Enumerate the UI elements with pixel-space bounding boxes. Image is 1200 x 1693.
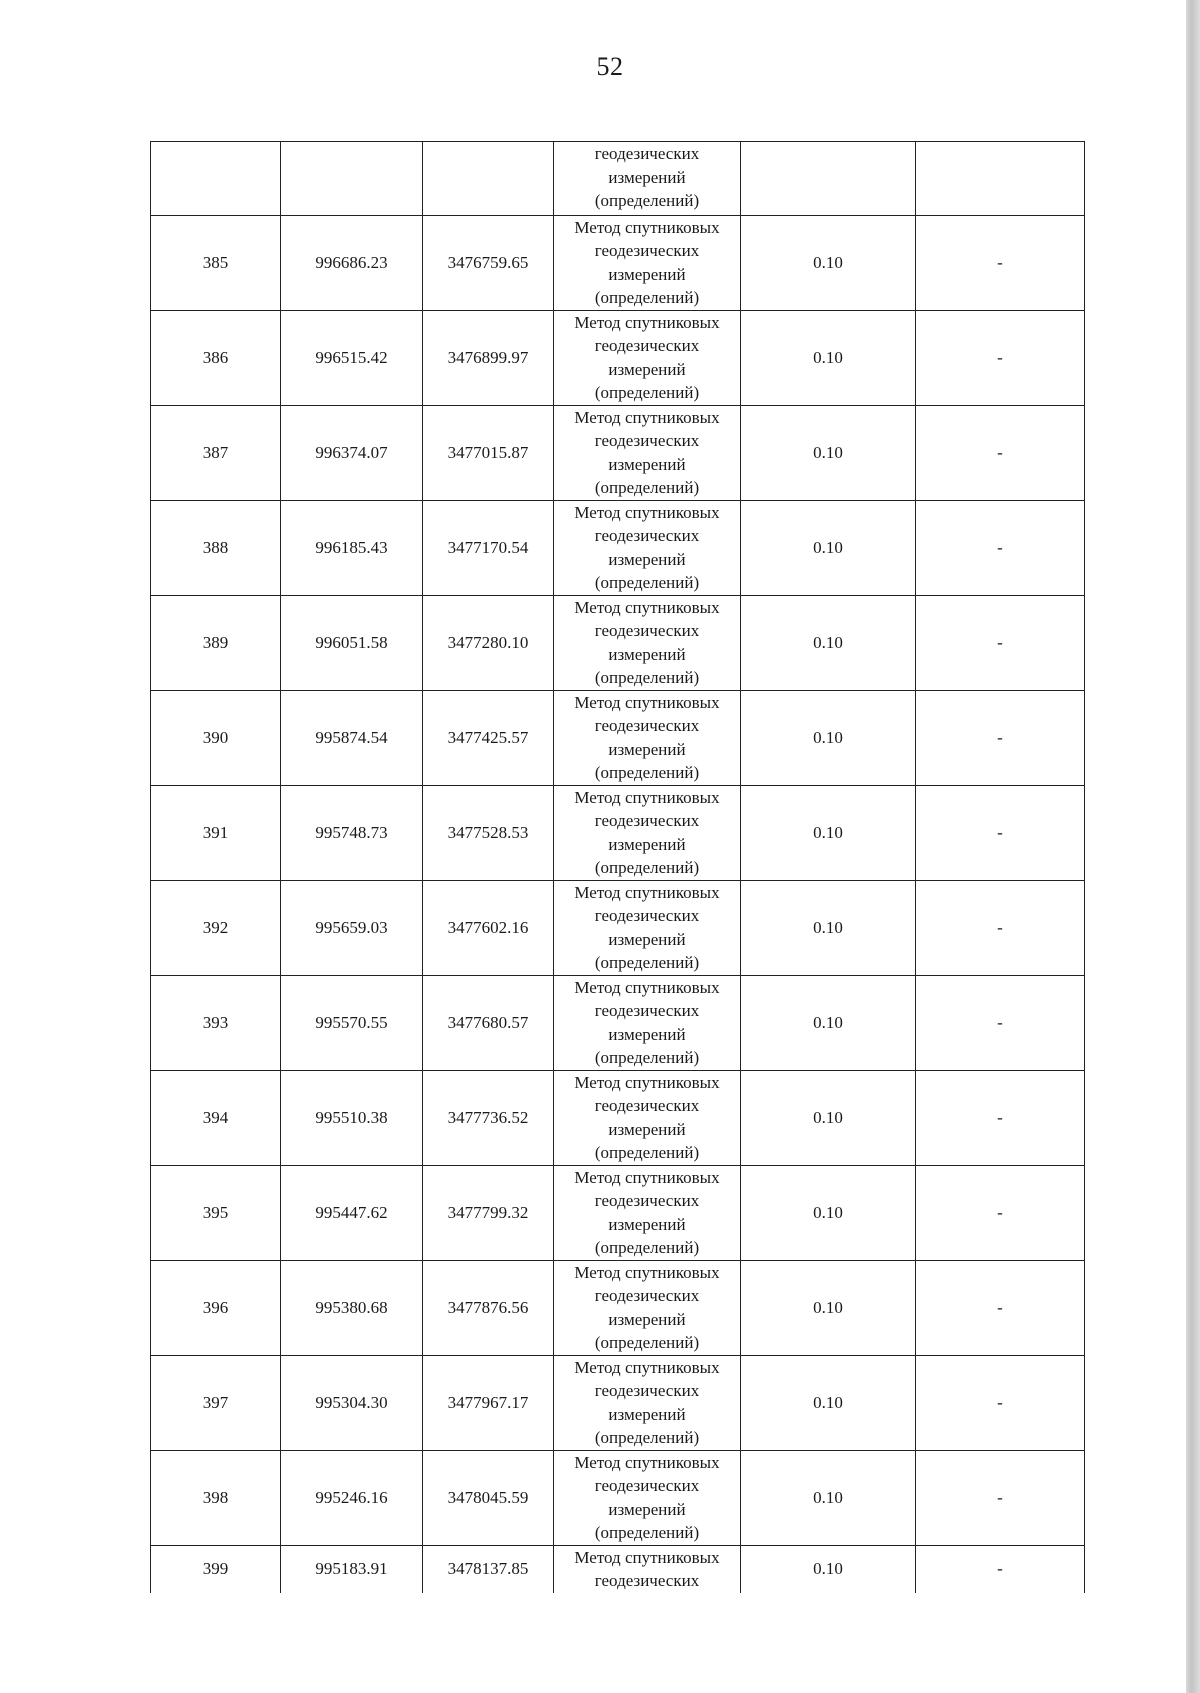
- table-row: [151, 595, 1085, 690]
- cell-accuracy: 0.10: [741, 310, 916, 405]
- cell-x: 996686.23: [281, 215, 423, 310]
- method-line: геодезических: [594, 1476, 700, 1495]
- cell-accuracy: 0.10: [741, 785, 916, 880]
- cell-y: 3477015.87: [423, 405, 554, 500]
- method-line: (определений): [594, 573, 700, 592]
- cell-y: 3477602.16: [423, 880, 554, 975]
- method-line: измерений: [608, 1309, 686, 1329]
- cell-x: 995748.73: [281, 785, 423, 880]
- method-line: (определений): [594, 383, 700, 402]
- cell-method: [554, 785, 741, 880]
- cell-method: [554, 1260, 741, 1355]
- method-line: измерений: [608, 359, 686, 379]
- cell-y: 3477425.57: [423, 690, 554, 785]
- cell-accuracy: 0.10: [741, 1260, 916, 1355]
- cell-method: [554, 405, 741, 500]
- cell-x: 995510.38: [281, 1070, 423, 1165]
- method-line: (определений): [594, 763, 700, 782]
- cell-point-number: 385: [151, 215, 281, 310]
- cell-note: -: [916, 215, 1085, 310]
- cell-x: 995304.30: [281, 1355, 423, 1450]
- cell-point-number: 386: [151, 310, 281, 405]
- cell-method: [554, 1450, 741, 1545]
- method-line: геодезических: [594, 621, 700, 640]
- method-line: измерений: [608, 739, 686, 759]
- method-line: Метод спутниковых: [574, 1262, 720, 1282]
- cell-note: -: [916, 1545, 1085, 1593]
- cell-accuracy: 0.10: [741, 1545, 916, 1593]
- cell-point-number: 388: [151, 500, 281, 595]
- table-row: [151, 690, 1085, 785]
- method-line: измерений: [608, 929, 686, 949]
- cell-x: 995380.68: [281, 1260, 423, 1355]
- cell-point-number: 399: [151, 1545, 281, 1593]
- cell-x: 995246.16: [281, 1450, 423, 1545]
- method-line: измерений: [608, 834, 686, 854]
- method-line: измерений: [608, 549, 686, 569]
- cell-x: 995447.62: [281, 1165, 423, 1260]
- cell-point-number: [151, 142, 281, 216]
- cell-point-number: 393: [151, 975, 281, 1070]
- table-row: [151, 1070, 1085, 1165]
- cell-method: [554, 500, 741, 595]
- method-line: геодезических: [594, 1191, 700, 1210]
- cell-note: -: [916, 975, 1085, 1070]
- method-line: геодезических: [594, 1381, 700, 1400]
- cell-accuracy: 0.10: [741, 690, 916, 785]
- method-line: измерений: [608, 644, 686, 664]
- cell-y: 3477967.17: [423, 1355, 554, 1450]
- cell-accuracy: 0.10: [741, 1165, 916, 1260]
- method-line: (определений): [594, 1048, 700, 1067]
- cell-y: 3476759.65: [423, 215, 554, 310]
- cell-accuracy: 0.10: [741, 880, 916, 975]
- coordinates-table: [150, 141, 1085, 1593]
- table-row: [151, 785, 1085, 880]
- method-line: (определений): [594, 1523, 700, 1542]
- cell-method: [554, 1165, 741, 1260]
- cell-note: -: [916, 500, 1085, 595]
- cell-point-number: 398: [151, 1450, 281, 1545]
- method-line: Метод спутниковых: [574, 1167, 720, 1187]
- cell-y: 3477280.10: [423, 595, 554, 690]
- cell-accuracy: [741, 142, 916, 216]
- method-line: геодезических: [594, 811, 700, 830]
- cell-accuracy: 0.10: [741, 405, 916, 500]
- method-line: Метод спутниковых: [574, 1072, 720, 1092]
- scan-edge-shadow: [1186, 0, 1200, 1693]
- method-line: (определений): [594, 1428, 700, 1447]
- table-row: [151, 215, 1085, 310]
- cell-y: 3477876.56: [423, 1260, 554, 1355]
- method-line: геодезических: [594, 526, 700, 545]
- method-line: Метод спутниковых: [574, 407, 720, 427]
- method-line: измерений: [608, 1499, 686, 1519]
- table-row: [151, 405, 1085, 500]
- cell-x: 995183.91: [281, 1545, 423, 1593]
- method-line: Метод спутниковых: [574, 692, 720, 712]
- method-line: геодезических: [594, 241, 700, 260]
- cell-y: 3477736.52: [423, 1070, 554, 1165]
- method-line: Метод спутниковых: [574, 1547, 720, 1567]
- method-line: геодезических: [594, 716, 700, 735]
- cell-x: 996515.42: [281, 310, 423, 405]
- method-line: Метод спутниковых: [574, 312, 720, 332]
- cell-y: 3478137.85: [423, 1545, 554, 1593]
- cell-accuracy: 0.10: [741, 1070, 916, 1165]
- cell-note: -: [916, 690, 1085, 785]
- table-row: [151, 1260, 1085, 1355]
- cell-y: [423, 142, 554, 216]
- method-line: измерений: [608, 1214, 686, 1234]
- method-line: геодезических: [594, 906, 700, 925]
- cell-method: [554, 975, 741, 1070]
- method-line: Метод спутниковых: [574, 217, 720, 237]
- method-line: геодезических: [594, 1096, 700, 1115]
- method-line: измерений: [608, 1404, 686, 1424]
- cell-point-number: 389: [151, 595, 281, 690]
- cell-point-number: 391: [151, 785, 281, 880]
- cell-note: -: [916, 880, 1085, 975]
- cell-method: [554, 215, 741, 310]
- page-number: 52: [596, 52, 624, 81]
- coordinates-table-body: [151, 142, 1085, 1593]
- table-row: [151, 1450, 1085, 1545]
- cell-method: [554, 880, 741, 975]
- method-line: геодезических: [594, 431, 700, 450]
- method-line: геодезических: [594, 144, 700, 163]
- cell-y: 3478045.59: [423, 1450, 554, 1545]
- method-line: Метод спутниковых: [574, 502, 720, 522]
- cell-method: [554, 1070, 741, 1165]
- cell-point-number: 394: [151, 1070, 281, 1165]
- method-line: Метод спутниковых: [574, 882, 720, 902]
- cell-x: 996185.43: [281, 500, 423, 595]
- cell-y: 3477170.54: [423, 500, 554, 595]
- method-line: геодезических: [594, 336, 700, 355]
- method-line: (определений): [594, 478, 700, 497]
- method-line: измерений: [608, 264, 686, 284]
- table-row-continued: [151, 142, 1085, 216]
- method-line: геодезических: [594, 1286, 700, 1305]
- cell-method: [554, 1355, 741, 1450]
- cell-point-number: 395: [151, 1165, 281, 1260]
- cell-note: -: [916, 310, 1085, 405]
- cell-x: 996051.58: [281, 595, 423, 690]
- cell-x: 995874.54: [281, 690, 423, 785]
- method-line: геодезических: [594, 1001, 700, 1020]
- cell-note: -: [916, 1450, 1085, 1545]
- table-row: [151, 500, 1085, 595]
- cell-note: -: [916, 1165, 1085, 1260]
- cell-point-number: 396: [151, 1260, 281, 1355]
- method-line: (определений): [594, 953, 700, 972]
- cell-point-number: 387: [151, 405, 281, 500]
- cell-accuracy: 0.10: [741, 595, 916, 690]
- method-line: Метод спутниковых: [574, 787, 720, 807]
- cell-x: 995570.55: [281, 975, 423, 1070]
- cell-method: [554, 595, 741, 690]
- method-line: (определений): [594, 1238, 700, 1257]
- method-line: измерений: [608, 167, 686, 187]
- table-row: [151, 1165, 1085, 1260]
- cell-point-number: 390: [151, 690, 281, 785]
- cell-method: [554, 1545, 741, 1593]
- table-row: [151, 310, 1085, 405]
- method-line: (определений): [594, 191, 700, 210]
- table-row: [151, 1545, 1085, 1593]
- cell-x: 995659.03: [281, 880, 423, 975]
- cell-method: [554, 690, 741, 785]
- method-line: Метод спутниковых: [574, 597, 720, 617]
- method-line: измерений: [608, 454, 686, 474]
- table-row: [151, 975, 1085, 1070]
- method-line: измерений: [608, 1024, 686, 1044]
- method-line: (определений): [594, 1333, 700, 1352]
- cell-x: 996374.07: [281, 405, 423, 500]
- cell-note: -: [916, 1355, 1085, 1450]
- cell-note: -: [916, 785, 1085, 880]
- method-line: Метод спутниковых: [574, 1357, 720, 1377]
- method-line: измерений: [608, 1119, 686, 1139]
- method-line: (определений): [594, 288, 700, 307]
- cell-note: [916, 142, 1085, 216]
- method-line: геодезических: [594, 1571, 700, 1590]
- cell-accuracy: 0.10: [741, 500, 916, 595]
- cell-method: [554, 310, 741, 405]
- cell-method: [554, 142, 741, 216]
- cell-x: [281, 142, 423, 216]
- method-line: Метод спутниковых: [574, 977, 720, 997]
- cell-accuracy: 0.10: [741, 1450, 916, 1545]
- cell-accuracy: 0.10: [741, 1355, 916, 1450]
- cell-accuracy: 0.10: [741, 975, 916, 1070]
- cell-y: 3476899.97: [423, 310, 554, 405]
- method-line: (определений): [594, 1143, 700, 1162]
- cell-note: -: [916, 1260, 1085, 1355]
- cell-y: 3477680.57: [423, 975, 554, 1070]
- cell-point-number: 392: [151, 880, 281, 975]
- cell-note: -: [916, 405, 1085, 500]
- cell-y: 3477528.53: [423, 785, 554, 880]
- method-line: Метод спутниковых: [574, 1452, 720, 1472]
- cell-accuracy: 0.10: [741, 215, 916, 310]
- table-row: [151, 880, 1085, 975]
- cell-note: -: [916, 595, 1085, 690]
- cell-point-number: 397: [151, 1355, 281, 1450]
- method-line: (определений): [594, 858, 700, 877]
- table-row: [151, 1355, 1085, 1450]
- cell-note: -: [916, 1070, 1085, 1165]
- method-line: (определений): [594, 668, 700, 687]
- cell-y: 3477799.32: [423, 1165, 554, 1260]
